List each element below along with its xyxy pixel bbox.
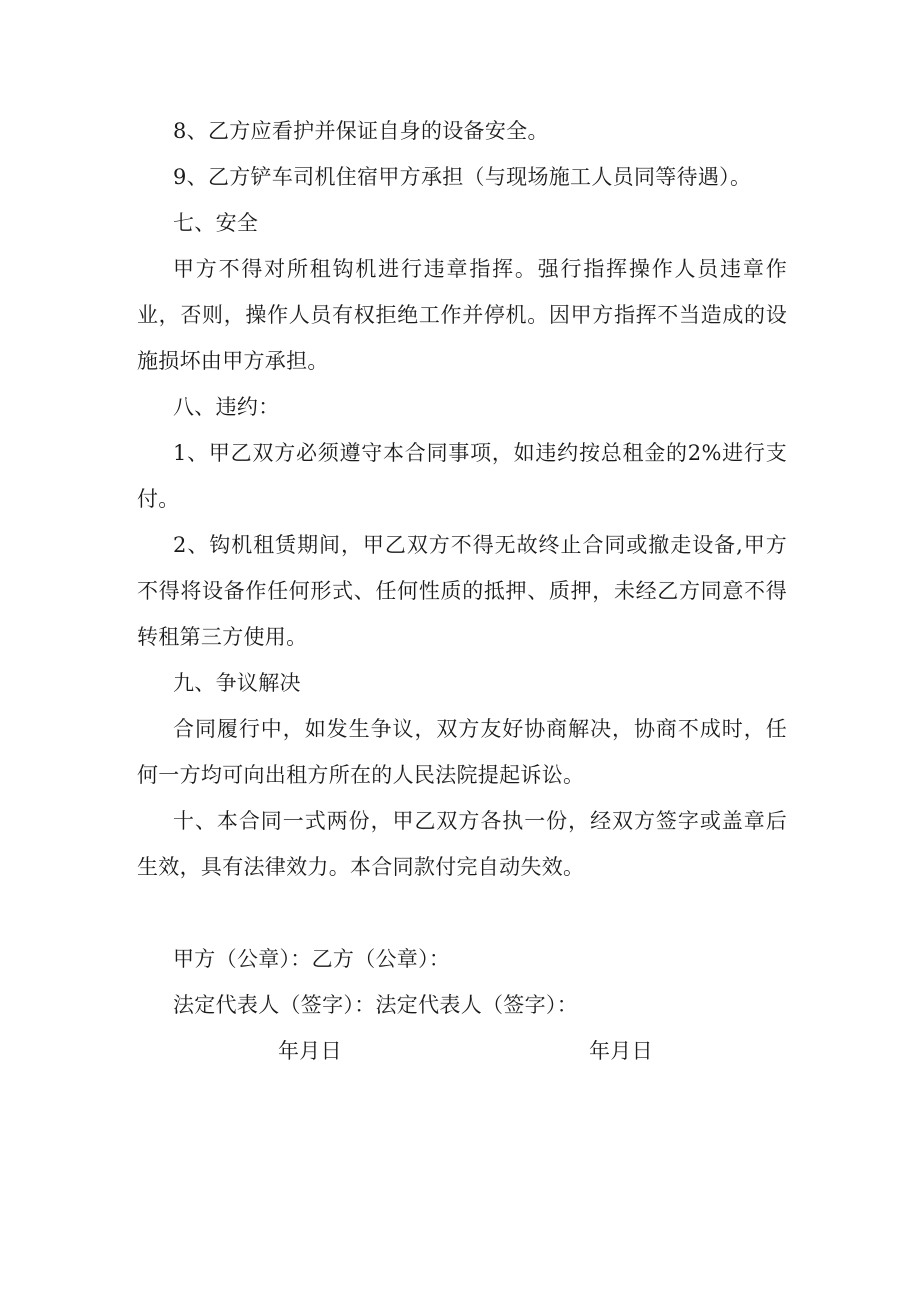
section-9-dispute-text: 合同履行中，如发生争议，双方友好协商解决，协商不成时，任何一方均可向出租方所在的人民法院提起诉讼。 [137, 717, 787, 787]
clause-9-accommodation: 9、乙方铲车司机住宿甲方承担（与现场施工人员同等待遇）。 [173, 165, 752, 189]
section-7-heading: 七、安全 [173, 211, 259, 235]
section-9-heading: 九、争议解决 [173, 671, 301, 695]
section-8-heading: 八、违约： [173, 395, 280, 419]
representative-line: 法定代表人（签字）：法定代表人（签字）： [173, 993, 578, 1017]
breach-clause-2: 2、钩机租赁期间，甲乙双方不得无故终止合同或撤走设备,甲方不得将设备作任何形式、任何性质的抵押、质押，未经乙方同意不得转租第三方使用。 [137, 533, 787, 649]
date-row [137, 1028, 787, 1074]
seal-line: 甲方（公章）：乙方（公章）： [173, 947, 451, 971]
section-7-safety-text: 甲方不得对所租钩机进行违章指挥。强行指挥操作人员违章作业，否则，操作人员有权拒绝工作并停机。因甲方指挥不当造成的设施损坏由甲方承担。 [137, 257, 787, 373]
signature-spacer [137, 890, 787, 936]
contract-body [137, 108, 787, 1074]
clause-8-equipment-safety: 8、乙方应看护并保证自身的设备安全。 [173, 119, 549, 143]
party-a-date: 年月日 [278, 1039, 342, 1063]
breach-clause-1: 1、甲乙双方必须遵守本合同事项，如违约按总租金的2%进行支付。 [137, 441, 787, 511]
section-10-copies-text: 十、本合同一式两份，甲乙双方各执一份，经双方签字或盖章后生效，具有法律效力。本合同款付完自动失效。 [137, 809, 787, 879]
party-b-date: 年月日 [589, 1039, 653, 1063]
